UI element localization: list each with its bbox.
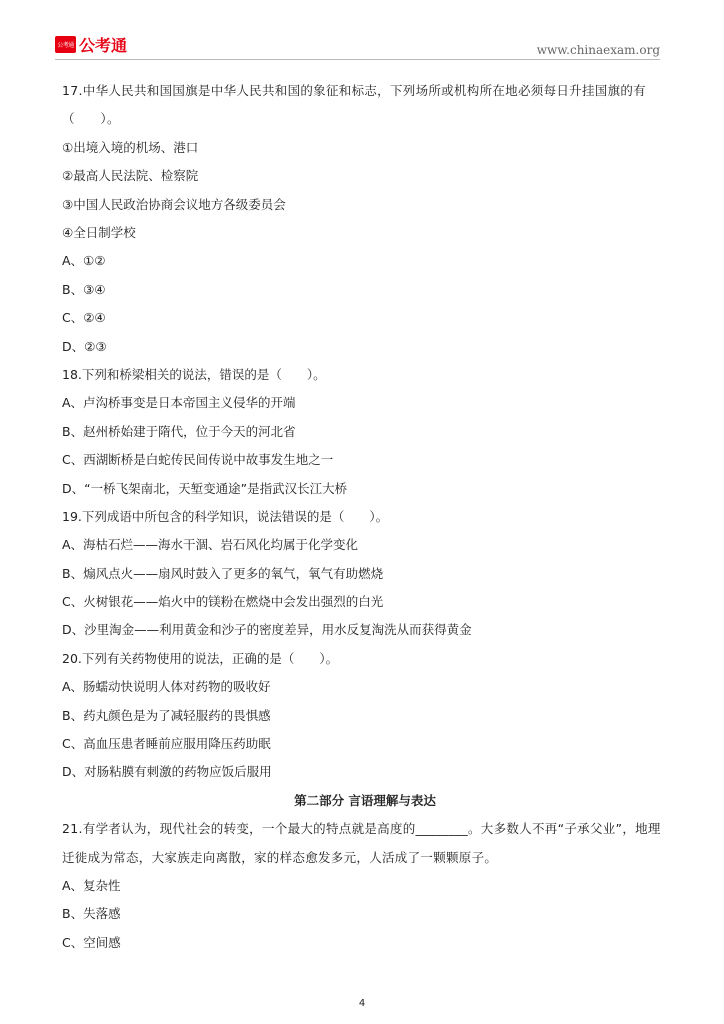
question-17-option-d: D、②③ [62,338,107,354]
document-body [62,77,668,957]
page-number: 4 [358,998,366,1009]
question-21-option-c: C、空间感 [62,934,121,950]
question-21-stem: 21.有学者认为，现代社会的转变，一个最大的特点就是高度的________。大多数人不再“子承父业”，地理迁徙成为常态，大家族走向离散，家的样态愈发多元，人活成了一颗颗原子。 [62,821,661,865]
brand-logo[interactable] [55,33,127,55]
logo-badge-icon: 公考通 [55,36,76,53]
logo-text: 公考通 [79,35,128,55]
question-17-item: ④全日制学校 [62,224,136,240]
question-19-option-b: B、煽风点火——扇风时鼓入了更多的氧气，氧气有助燃烧 [62,565,384,581]
question-19-option-d: D、沙里淘金——利用黄金和沙子的密度差异，用水反复淘洗从而获得黄金 [62,622,472,638]
question-18-option-c: C、西湖断桥是白蛇传民间传说中故事发生地之一 [62,452,334,468]
question-18-option-b: B、赵州桥始建于隋代，位于今天的河北省 [62,423,296,439]
question-17-item: ②最高人民法院、检察院 [62,168,199,184]
question-17-option-a: A、①② [62,253,106,269]
question-20-option-a: A、肠蠕动快说明人体对药物的吸收好 [62,679,271,695]
question-17-item: ③中国人民政治协商会议地方各级委员会 [62,196,286,212]
question-17-option-b: B、③④ [62,281,106,297]
question-20-stem: 20.下列有关药物使用的说法，正确的是（ ）。 [62,650,339,666]
question-20-option-b: B、药丸颜色是为了减轻服药的畏惧感 [62,707,271,723]
page-header [0,0,724,62]
question-18-stem: 18.下列和桥梁相关的说法，错误的是（ ）。 [62,366,326,382]
question-19-option-c: C、火树银花——焰火中的镁粉在燃烧中会发出强烈的白光 [62,594,384,610]
question-20-option-c: C、高血压患者睡前应服用降压药助眠 [62,736,271,752]
question-18-option-d: D、“一桥飞架南北，天堑变通途”是指武汉长江大桥 [62,480,348,496]
section-heading: 第二部分 言语理解与表达 [294,792,436,808]
question-17-stem: 17.中华人民共和国国旗是中华人民共和国的象征和标志，下列场所或机构所在地必须每日升挂国旗的有（ ）。 [62,83,646,127]
question-17-item: ①出境入境的机场、港口 [62,139,199,155]
question-20-option-d: D、对肠粘膜有刺激的药物应饭后服用 [62,764,272,780]
question-18-option-a: A、卢沟桥事变是日本帝国主义侵华的开端 [62,395,296,411]
question-21-option-a: A、复杂性 [62,878,121,893]
question-21-option-b: B、失落感 [62,906,121,922]
site-url-link[interactable]: www.chinaexam.org [536,43,660,57]
question-17-option-c: C、②④ [62,310,106,326]
question-19-stem: 19.下列成语中所包含的科学知识，说法错误的是（ ）。 [62,508,389,524]
question-19-option-a: A、海枯石烂——海水干涸、岩石风化均属于化学变化 [62,537,359,553]
header-divider [55,59,660,60]
